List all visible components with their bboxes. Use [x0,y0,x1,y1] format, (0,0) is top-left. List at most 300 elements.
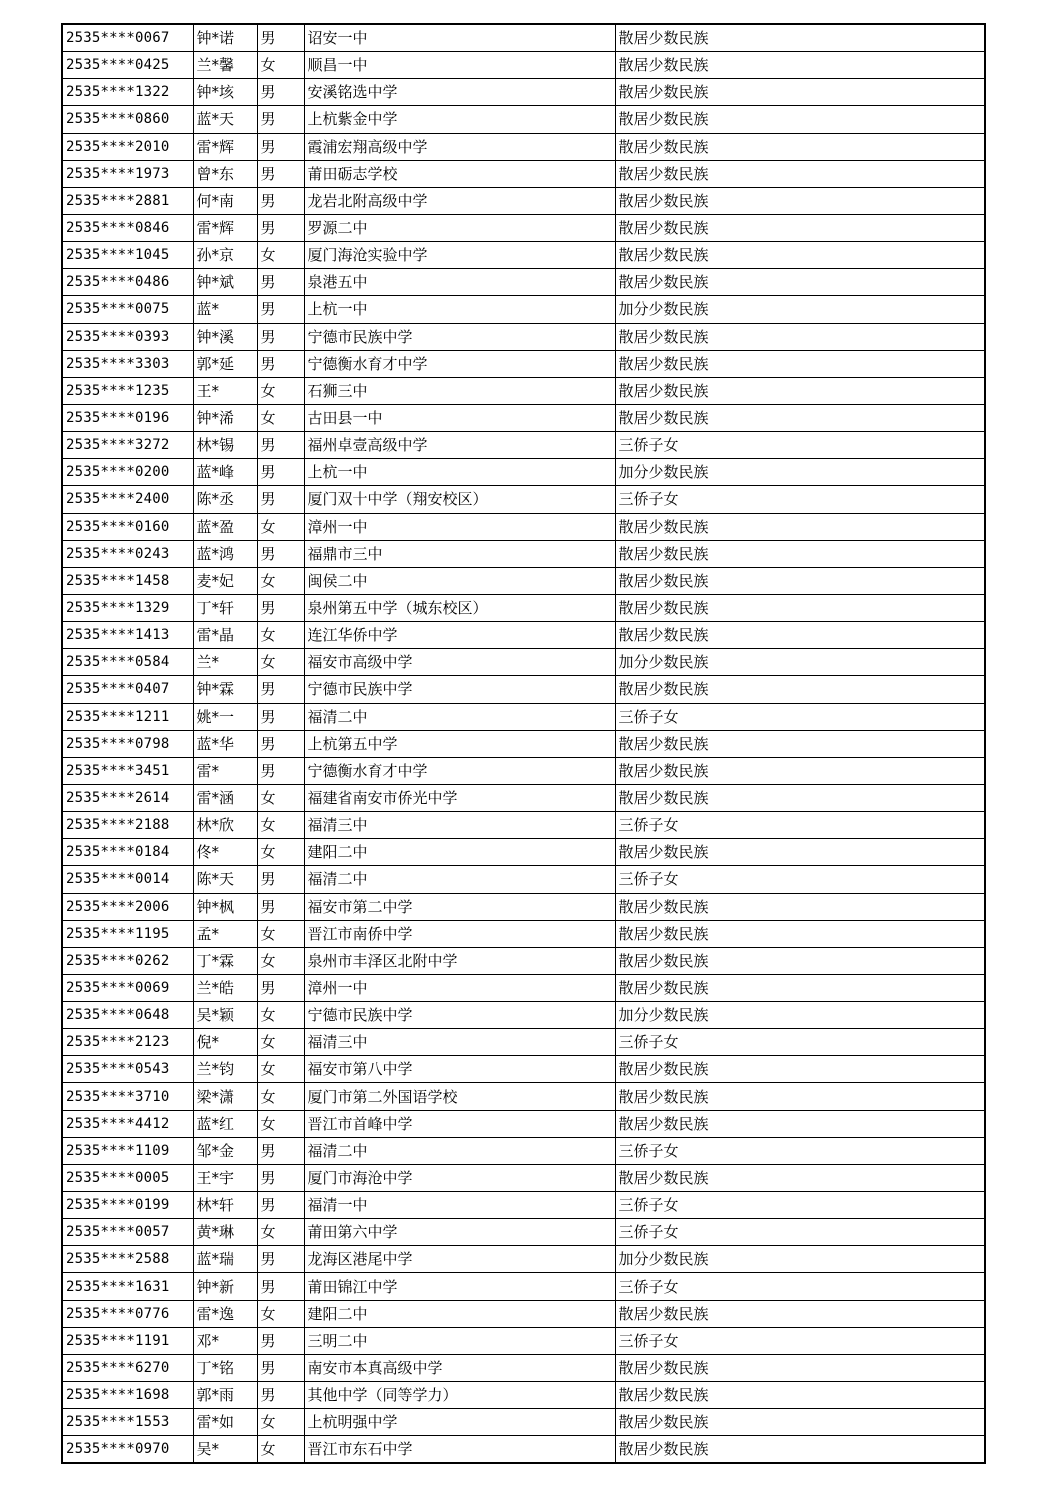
student-name-cell: 兰* [193,649,257,676]
category-cell: 散居少数民族 [615,404,985,431]
school-cell: 龙岩北附高级中学 [304,187,615,214]
exam-number-cell: 2535****0184 [62,839,193,866]
exam-number-cell: 2535****1329 [62,594,193,621]
student-name-cell: 孙*京 [193,242,257,269]
school-cell: 宁德市民族中学 [304,676,615,703]
gender-cell: 男 [257,1327,304,1354]
table-row [62,79,985,106]
table-row [62,1354,985,1381]
gender-cell: 男 [257,676,304,703]
exam-number-cell: 2535****1458 [62,567,193,594]
student-name-cell: 姚*一 [193,703,257,730]
gender-cell: 男 [257,703,304,730]
school-cell: 宁德衡水育才中学 [304,757,615,784]
category-cell: 加分少数民族 [615,459,985,486]
student-name-cell: 雷*辉 [193,133,257,160]
school-cell: 晋江市南侨中学 [304,920,615,947]
category-cell: 散居少数民族 [615,214,985,241]
gender-cell: 女 [257,513,304,540]
school-cell: 顺昌一中 [304,52,615,79]
school-cell: 莆田第六中学 [304,1219,615,1246]
exam-number-cell: 2535****0196 [62,404,193,431]
table-row [62,296,985,323]
category-cell: 三侨子女 [615,1029,985,1056]
gender-cell: 男 [257,1164,304,1191]
student-name-cell: 兰*钧 [193,1056,257,1083]
gender-cell: 女 [257,52,304,79]
gender-cell: 女 [257,649,304,676]
category-cell: 散居少数民族 [615,323,985,350]
exam-number-cell: 2535****0200 [62,459,193,486]
category-cell: 散居少数民族 [615,24,985,52]
exam-number-cell: 2535****3710 [62,1083,193,1110]
student-name-cell: 雷* [193,757,257,784]
table-row [62,567,985,594]
student-name-cell: 佟* [193,839,257,866]
school-cell: 漳州一中 [304,513,615,540]
table-row [62,947,985,974]
student-name-cell: 陈*丞 [193,486,257,513]
gender-cell: 女 [257,242,304,269]
student-name-cell: 曾*东 [193,160,257,187]
table-row [62,1219,985,1246]
school-cell: 南安市本真高级中学 [304,1354,615,1381]
school-cell: 福鼎市三中 [304,540,615,567]
student-name-cell: 钟*枫 [193,893,257,920]
exam-number-cell: 2535****0069 [62,974,193,1001]
school-cell: 厦门海沧实验中学 [304,242,615,269]
school-cell: 建阳二中 [304,1300,615,1327]
exam-number-cell: 2535****0243 [62,540,193,567]
school-cell: 建阳二中 [304,839,615,866]
student-name-cell: 钟*霖 [193,676,257,703]
student-name-cell: 邹*金 [193,1137,257,1164]
exam-number-cell: 2535****1698 [62,1382,193,1409]
student-name-cell: 黄*琳 [193,1219,257,1246]
table-row [62,1409,985,1436]
gender-cell: 女 [257,404,304,431]
category-cell: 散居少数民族 [615,594,985,621]
student-name-cell: 雷*辉 [193,214,257,241]
table-row [62,52,985,79]
gender-cell: 男 [257,160,304,187]
category-cell: 散居少数民族 [615,79,985,106]
table-row [62,323,985,350]
school-cell: 厦门市海沧中学 [304,1164,615,1191]
exam-number-cell: 2535****3272 [62,432,193,459]
table-row [62,1110,985,1137]
student-name-cell: 林*锡 [193,432,257,459]
gender-cell: 男 [257,974,304,1001]
gender-cell: 女 [257,839,304,866]
school-cell: 福清一中 [304,1192,615,1219]
student-name-cell: 吴* [193,1436,257,1464]
student-name-cell: 孟* [193,920,257,947]
gender-cell: 男 [257,1382,304,1409]
table-body [62,24,985,1463]
category-cell: 散居少数民族 [615,377,985,404]
student-name-cell: 王*宇 [193,1164,257,1191]
gender-cell: 男 [257,459,304,486]
school-cell: 古田县一中 [304,404,615,431]
gender-cell: 男 [257,1354,304,1381]
exam-number-cell: 2535****0407 [62,676,193,703]
student-name-cell: 郭*延 [193,350,257,377]
table-row [62,1382,985,1409]
school-cell: 诏安一中 [304,24,615,52]
table-row [62,1029,985,1056]
student-name-cell: 兰*皓 [193,974,257,1001]
table-row [62,1164,985,1191]
exam-number-cell: 2535****0262 [62,947,193,974]
table-row [62,784,985,811]
student-name-cell: 雷*涵 [193,784,257,811]
student-name-cell: 蓝* [193,296,257,323]
school-cell: 龙海区港尾中学 [304,1246,615,1273]
exam-number-cell: 2535****0543 [62,1056,193,1083]
gender-cell: 男 [257,79,304,106]
category-cell: 散居少数民族 [615,1436,985,1464]
exam-number-cell: 2535****1322 [62,79,193,106]
gender-cell: 男 [257,106,304,133]
school-cell: 上杭第五中学 [304,730,615,757]
student-name-cell: 丁*轩 [193,594,257,621]
gender-cell: 女 [257,784,304,811]
student-name-cell: 钟*垓 [193,79,257,106]
gender-cell: 男 [257,893,304,920]
table-row [62,757,985,784]
gender-cell: 男 [257,540,304,567]
category-cell: 散居少数民族 [615,160,985,187]
gender-cell: 男 [257,350,304,377]
category-cell: 加分少数民族 [615,1246,985,1273]
gender-cell: 女 [257,1436,304,1464]
school-cell: 福安市高级中学 [304,649,615,676]
student-name-cell: 钟*斌 [193,269,257,296]
category-cell: 散居少数民族 [615,52,985,79]
table-row [62,974,985,1001]
student-name-cell: 雷*如 [193,1409,257,1436]
table-row [62,1002,985,1029]
student-name-cell: 丁*铭 [193,1354,257,1381]
table-row [62,676,985,703]
table-row [62,459,985,486]
table-row [62,269,985,296]
category-cell: 三侨子女 [615,486,985,513]
gender-cell: 女 [257,377,304,404]
exam-number-cell: 2535****4412 [62,1110,193,1137]
category-cell: 散居少数民族 [615,1056,985,1083]
category-cell: 散居少数民族 [615,784,985,811]
exam-number-cell: 2535****1235 [62,377,193,404]
gender-cell: 女 [257,1219,304,1246]
category-cell: 三侨子女 [615,1273,985,1300]
table-row [62,513,985,540]
table-row [62,486,985,513]
school-cell: 其他中学（同等学力） [304,1382,615,1409]
category-cell: 散居少数民族 [615,540,985,567]
category-cell: 三侨子女 [615,1327,985,1354]
table-row [62,594,985,621]
student-name-cell: 麦*妃 [193,567,257,594]
school-cell: 福安市第八中学 [304,1056,615,1083]
gender-cell: 女 [257,1409,304,1436]
gender-cell: 男 [257,269,304,296]
category-cell: 三侨子女 [615,1192,985,1219]
student-name-cell: 林*轩 [193,1192,257,1219]
exam-number-cell: 2535****0798 [62,730,193,757]
table-row [62,432,985,459]
exam-number-cell: 2535****0425 [62,52,193,79]
table-row [62,703,985,730]
gender-cell: 男 [257,432,304,459]
student-name-cell: 蓝*鸿 [193,540,257,567]
exam-number-cell: 2535****0648 [62,1002,193,1029]
category-cell: 三侨子女 [615,866,985,893]
school-cell: 泉州第五中学（城东校区） [304,594,615,621]
school-cell: 宁德衡水育才中学 [304,350,615,377]
school-cell: 福安市第二中学 [304,893,615,920]
exam-number-cell: 2535****1211 [62,703,193,730]
table-row [62,920,985,947]
category-cell: 散居少数民族 [615,350,985,377]
category-cell: 散居少数民族 [615,1110,985,1137]
student-name-cell: 林*欣 [193,812,257,839]
gender-cell: 女 [257,1300,304,1327]
exam-number-cell: 2535****0199 [62,1192,193,1219]
school-cell: 上杭一中 [304,459,615,486]
school-cell: 晋江市东石中学 [304,1436,615,1464]
student-name-cell: 蓝*红 [193,1110,257,1137]
exam-number-cell: 2535****0776 [62,1300,193,1327]
category-cell: 散居少数民族 [615,1409,985,1436]
gender-cell: 男 [257,1192,304,1219]
gender-cell: 男 [257,486,304,513]
category-cell: 散居少数民族 [615,730,985,757]
table-row [62,1083,985,1110]
gender-cell: 女 [257,1029,304,1056]
table-row [62,214,985,241]
category-cell: 三侨子女 [615,1219,985,1246]
table-row [62,404,985,431]
exam-number-cell: 2535****3451 [62,757,193,784]
category-cell: 散居少数民族 [615,622,985,649]
gender-cell: 男 [257,187,304,214]
student-name-cell: 蓝*天 [193,106,257,133]
gender-cell: 男 [257,866,304,893]
category-cell: 散居少数民族 [615,513,985,540]
exam-number-cell: 2535****1973 [62,160,193,187]
student-name-cell: 邓* [193,1327,257,1354]
exam-number-cell: 2535****1413 [62,622,193,649]
category-cell: 散居少数民族 [615,839,985,866]
table-row [62,106,985,133]
category-cell: 散居少数民族 [615,1300,985,1327]
exam-number-cell: 2535****2881 [62,187,193,214]
school-cell: 福建省南安市侨光中学 [304,784,615,811]
category-cell: 加分少数民族 [615,1002,985,1029]
gender-cell: 男 [257,323,304,350]
student-list-table [61,23,986,1464]
school-cell: 晋江市首峰中学 [304,1110,615,1137]
school-cell: 上杭一中 [304,296,615,323]
category-cell: 加分少数民族 [615,649,985,676]
school-cell: 泉州市丰泽区北附中学 [304,947,615,974]
student-name-cell: 吴*颖 [193,1002,257,1029]
category-cell: 散居少数民族 [615,567,985,594]
school-cell: 宁德市民族中学 [304,1002,615,1029]
table-row [62,1436,985,1464]
category-cell: 散居少数民族 [615,757,985,784]
gender-cell: 女 [257,947,304,974]
category-cell: 三侨子女 [615,703,985,730]
gender-cell: 男 [257,1246,304,1273]
table-row [62,1056,985,1083]
table-row [62,160,985,187]
category-cell: 散居少数民族 [615,133,985,160]
student-name-cell: 钟*新 [193,1273,257,1300]
table-row [62,812,985,839]
gender-cell: 男 [257,296,304,323]
table-row [62,839,985,866]
category-cell: 三侨子女 [615,812,985,839]
exam-number-cell: 2535****0014 [62,866,193,893]
student-name-cell: 倪* [193,1029,257,1056]
gender-cell: 男 [257,133,304,160]
student-name-cell: 雷*逸 [193,1300,257,1327]
student-name-cell: 郭*雨 [193,1382,257,1409]
exam-number-cell: 2535****2588 [62,1246,193,1273]
table-row [62,377,985,404]
table-row [62,1273,985,1300]
exam-number-cell: 2535****0860 [62,106,193,133]
category-cell: 三侨子女 [615,432,985,459]
student-name-cell: 王* [193,377,257,404]
table-row [62,622,985,649]
table-row [62,730,985,757]
exam-number-cell: 2535****2188 [62,812,193,839]
exam-number-cell: 2535****1045 [62,242,193,269]
school-cell: 厦门市第二外国语学校 [304,1083,615,1110]
school-cell: 福清三中 [304,1029,615,1056]
category-cell: 加分少数民族 [615,296,985,323]
exam-number-cell: 2535****0970 [62,1436,193,1464]
student-name-cell: 钟*溪 [193,323,257,350]
exam-number-cell: 2535****6270 [62,1354,193,1381]
category-cell: 散居少数民族 [615,269,985,296]
school-cell: 莆田锦江中学 [304,1273,615,1300]
school-cell: 厦门双十中学（翔安校区） [304,486,615,513]
category-cell: 散居少数民族 [615,1354,985,1381]
gender-cell: 男 [257,1137,304,1164]
category-cell: 散居少数民族 [615,920,985,947]
table-row [62,649,985,676]
category-cell: 散居少数民族 [615,187,985,214]
school-cell: 三明二中 [304,1327,615,1354]
gender-cell: 男 [257,24,304,52]
gender-cell: 女 [257,1083,304,1110]
table-row [62,24,985,52]
student-name-cell: 兰*馨 [193,52,257,79]
exam-number-cell: 2535****2123 [62,1029,193,1056]
exam-number-cell: 2535****0075 [62,296,193,323]
gender-cell: 女 [257,1110,304,1137]
table-row [62,1137,985,1164]
category-cell: 三侨子女 [615,1137,985,1164]
exam-number-cell: 2535****3303 [62,350,193,377]
student-name-cell: 钟*诺 [193,24,257,52]
school-cell: 莆田砺志学校 [304,160,615,187]
exam-number-cell: 2535****0393 [62,323,193,350]
table-row [62,350,985,377]
exam-number-cell: 2535****1191 [62,1327,193,1354]
gender-cell: 男 [257,1273,304,1300]
school-cell: 上杭紫金中学 [304,106,615,133]
table-row [62,1300,985,1327]
table-row [62,1192,985,1219]
exam-number-cell: 2535****0057 [62,1219,193,1246]
table-row [62,1327,985,1354]
school-cell: 福清二中 [304,866,615,893]
gender-cell: 女 [257,920,304,947]
category-cell: 散居少数民族 [615,1382,985,1409]
student-name-cell: 何*南 [193,187,257,214]
school-cell: 霞浦宏翔高级中学 [304,133,615,160]
category-cell: 散居少数民族 [615,242,985,269]
gender-cell: 女 [257,812,304,839]
exam-number-cell: 2535****2010 [62,133,193,160]
category-cell: 散居少数民族 [615,1083,985,1110]
category-cell: 散居少数民族 [615,893,985,920]
school-cell: 闽侯二中 [304,567,615,594]
gender-cell: 女 [257,622,304,649]
student-name-cell: 蓝*瑞 [193,1246,257,1273]
student-name-cell: 钟*浠 [193,404,257,431]
school-cell: 福州卓壹高级中学 [304,432,615,459]
exam-number-cell: 2535****0846 [62,214,193,241]
gender-cell: 男 [257,214,304,241]
exam-number-cell: 2535****1109 [62,1137,193,1164]
gender-cell: 男 [257,757,304,784]
school-cell: 漳州一中 [304,974,615,1001]
school-cell: 福清二中 [304,703,615,730]
gender-cell: 女 [257,567,304,594]
category-cell: 散居少数民族 [615,676,985,703]
table-row [62,187,985,214]
exam-number-cell: 2535****2006 [62,893,193,920]
gender-cell: 女 [257,1056,304,1083]
table-row [62,893,985,920]
school-cell: 石狮三中 [304,377,615,404]
student-name-cell: 蓝*华 [193,730,257,757]
student-name-cell: 蓝*峰 [193,459,257,486]
category-cell: 散居少数民族 [615,947,985,974]
table-row [62,866,985,893]
school-cell: 福清三中 [304,812,615,839]
exam-number-cell: 2535****1195 [62,920,193,947]
student-name-cell: 雷*晶 [193,622,257,649]
student-name-cell: 丁*霖 [193,947,257,974]
table-row [62,242,985,269]
school-cell: 宁德市民族中学 [304,323,615,350]
school-cell: 安溪铭选中学 [304,79,615,106]
exam-number-cell: 2535****2614 [62,784,193,811]
school-cell: 连江华侨中学 [304,622,615,649]
gender-cell: 男 [257,730,304,757]
exam-number-cell: 2535****0486 [62,269,193,296]
school-cell: 泉港五中 [304,269,615,296]
gender-cell: 男 [257,594,304,621]
